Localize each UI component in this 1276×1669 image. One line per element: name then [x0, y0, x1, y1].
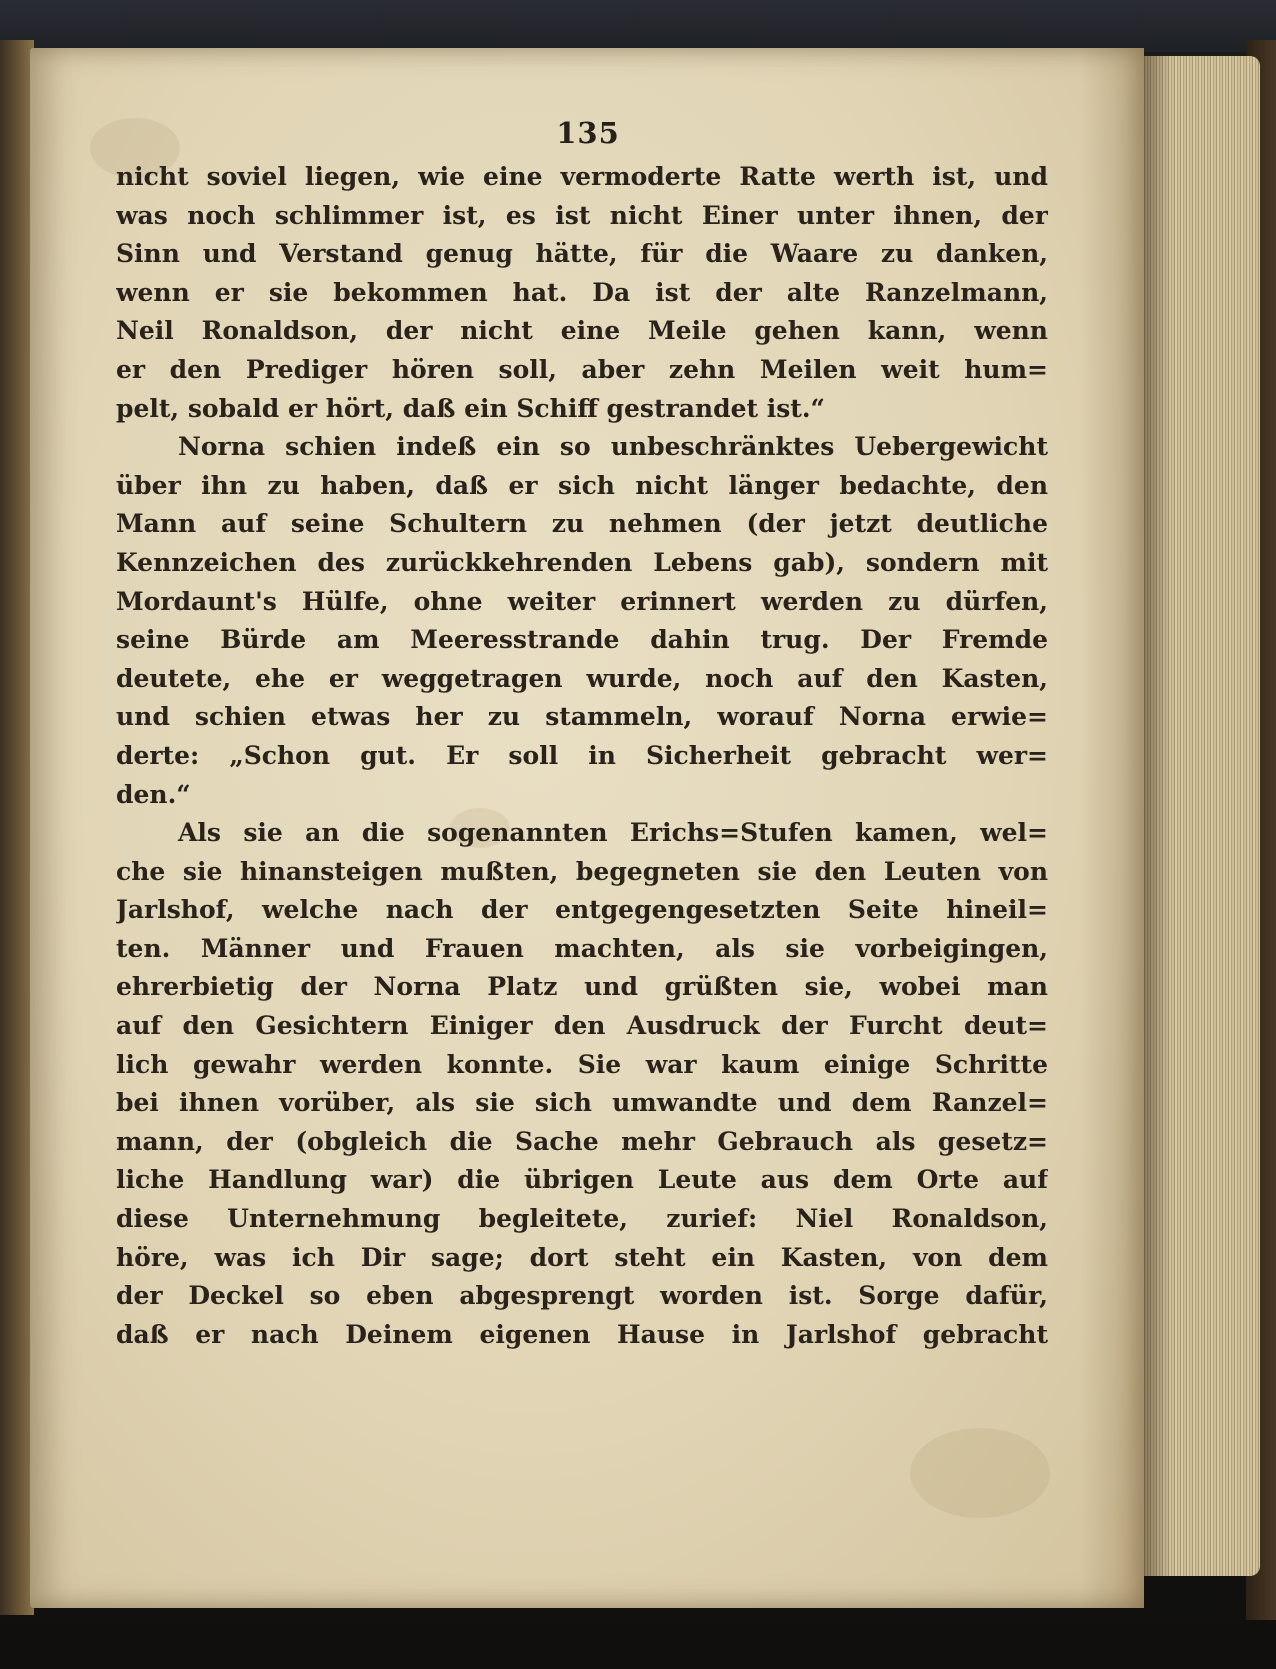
paper-stain	[910, 1428, 1050, 1518]
text-line: Kennzeichen des zurückkehrenden Lebens gab), sondern mit	[116, 547, 1048, 577]
gutter-shade	[1080, 48, 1144, 1608]
text-line: ehrerbietig der Norna Platz und grüßten sie, wobei man	[116, 972, 1048, 1002]
text-line: Sinn und Verstand genug hätte, für die Waare zu danken,	[116, 239, 1048, 269]
text-line: deutete, ehe er weggetragen wurde, noch auf den Kasten,	[116, 663, 1048, 693]
text-line: Mordaunt's Hülfe, ohne weiter erinnert werden zu dürfen,	[116, 586, 1048, 616]
book-cover-left	[0, 40, 34, 1615]
text-line: daß er nach Deinem eigenen Hause in Jarlshof gebracht	[116, 1319, 1048, 1349]
text-line: liche Handlung war) die übrigen Leute aus dem Orte auf	[116, 1165, 1048, 1195]
text-line: wenn er sie bekommen hat. Da ist der alte Ranzelmann,	[116, 277, 1048, 307]
text-line: Jarlshof, welche nach der entgegengesetzten Seite hineil=	[116, 895, 1048, 925]
text-line: Mann auf seine Schultern zu nehmen (der jetzt deutliche	[116, 509, 1048, 539]
text-line: Neil Ronaldson, der nicht eine Meile gehen kann, wenn	[116, 316, 1048, 346]
text-line: mann, der (obgleich die Sache mehr Gebrauch als gesetz=	[116, 1126, 1048, 1156]
text-line: er den Prediger hören soll, aber zehn Meilen weit hum=	[116, 354, 1048, 384]
text-line: Als sie an die sogenannten Erichs=Stufen kamen, wel=	[178, 818, 1048, 848]
text-line: ten. Männer und Frauen machten, als sie vorbeigingen,	[116, 933, 1048, 963]
text-line: der Deckel so eben abgesprengt worden ist. Sorge dafür,	[116, 1281, 1048, 1311]
text-line: was noch schlimmer ist, es ist nicht Einer unter ihnen, der	[116, 200, 1048, 230]
text-line: über ihn zu haben, daß er sich nicht länger bedachte, den	[116, 470, 1048, 500]
book-cover-top	[0, 0, 1276, 52]
text-line: den.“	[116, 779, 191, 809]
text-line: diese Unternehmung begleitete, zurief: Niel Ronaldson,	[116, 1204, 1048, 1234]
text-line: höre, was ich Dir sage; dort steht ein Kasten, von dem	[116, 1242, 1048, 1272]
text-line: lich gewahr werden konnte. Sie war kaum einige Schritte	[116, 1049, 1048, 1079]
text-line: und schien etwas her zu stammeln, worauf Norna erwie=	[116, 702, 1048, 732]
text-line: seine Bürde am Meeresstrande dahin trug. Der Fremde	[116, 625, 1048, 655]
text-line: derte: „Schon gut. Er soll in Sicherheit gebracht wer=	[116, 740, 1048, 770]
text-line: pelt, sobald er hört, daß ein Schiff gestrandet ist.“	[116, 393, 825, 423]
page-number: 135	[556, 116, 620, 150]
page-edges-shadow	[1142, 56, 1172, 1576]
text-line: che sie hinansteigen mußten, begegneten sie den Leuten von	[116, 856, 1048, 886]
page-text	[116, 158, 1048, 1354]
text-line: bei ihnen vorüber, als sie sich umwandte und dem Ranzel=	[116, 1088, 1048, 1118]
text-line: Norna schien indeß ein so unbeschränktes Uebergewicht	[178, 432, 1048, 462]
text-line: auf den Gesichtern Einiger den Ausdruck der Furcht deut=	[116, 1011, 1048, 1041]
text-line: nicht soviel liegen, wie eine vermoderte Ratte werth ist, und	[116, 162, 1048, 191]
